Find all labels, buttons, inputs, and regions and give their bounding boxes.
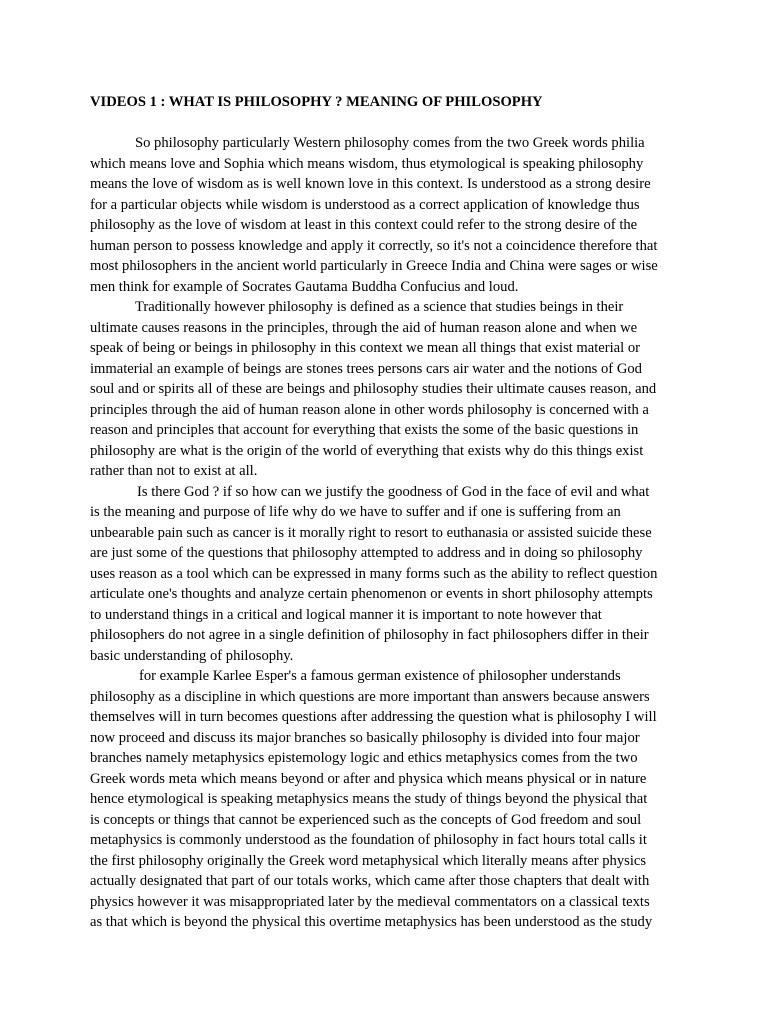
text-line: the first philosophy originally the Greek word metaphysical which literally means after physics: [90, 852, 647, 869]
text-line: Greek words meta which means beyond or after and physica which means physical or in nature: [90, 770, 647, 787]
text-line: uses reason as a tool which can be expressed in many forms such as the ability to reflect question: [90, 565, 658, 582]
text-line: ultimate causes reasons in the principles, through the aid of human reason alone and when we: [90, 319, 638, 336]
text-line: philosophers do not agree in a single definition of philosophy in fact philosophers differ in their: [90, 627, 649, 643]
text-line: for example Karlee Esper's a famous german existence of philosopher understands: [139, 668, 621, 684]
text-line: metaphysics is commonly understood as the foundation of philosophy in fact hours total calls it: [90, 832, 647, 848]
text-line: principles through the aid of human reason alone in other words philosophy is concerned with a: [90, 401, 649, 418]
document-title: VIDEOS 1 : WHAT IS PHILOSOPHY ? MEANING OF PHILOSOPHY: [90, 94, 543, 110]
text-line: means the love of wisdom as is well known love in this context. Is understood as a strong desire: [90, 176, 651, 192]
text-line: which means love and Sophia which means wisdom, thus etymological is speaking philosophy: [90, 155, 644, 172]
text-line: philosophy as a discipline in which questions are more important than answers because answers: [90, 688, 650, 705]
text-line: themselves will in turn becomes questions after addressing the question what is philosophy I will: [90, 709, 657, 725]
document-body: [90, 133, 680, 933]
text-line: is concepts or things that cannot be experienced such as the concepts of God freedom and soul: [90, 811, 642, 828]
text-line: basic understanding of philosophy.: [90, 647, 294, 664]
text-line: rather than not to exist at all.: [90, 463, 258, 479]
text-line: branches namely metaphysics epistemology logic and ethics metaphysics comes from the two: [90, 750, 638, 766]
text-line: are just some of the questions that philosophy attempted to address and in doing so philosophy: [90, 545, 643, 561]
text-line: as that which is beyond the physical this overtime metaphysics has been understood as the study: [90, 914, 653, 930]
text-line: philosophy as the love of wisdom at least in this context could refer to the strong desire of the: [90, 217, 638, 233]
text-line: speak of being or beings in philosophy in this context we mean all things that exist material or: [90, 340, 640, 356]
text-line: most philosophers in the ancient world particularly in Greece India and China were sages or wise: [90, 258, 658, 274]
text-line: reason and principles that account for everything that exists the some of the basic questions in: [90, 422, 639, 438]
text-line: unbearable pain such as cancer is it morally right to resort to euthanasia or assisted suicide these: [90, 524, 652, 541]
text-line: actually designated that part of our totals works, which came after those chapters that dealt with: [90, 873, 650, 889]
text-line: hence etymological is speaking metaphysics means the study of things beyond the physical that: [90, 791, 648, 807]
paragraph: [90, 133, 680, 297]
text-line: soul and or spirits all of these are beings and philosophy studies their ultimate causes reason, and: [90, 381, 657, 397]
paragraph: [90, 482, 680, 667]
text-line: immaterial an example of beings are stones trees persons cars air water and the notions of God: [90, 360, 642, 377]
text-line: articulate one's thoughts and analyze certain phenomenon or events in short philosophy attempts: [90, 586, 653, 602]
text-line: philosophy are what is the origin of the world of everything that exists why do this things exist: [90, 442, 644, 459]
text-line: physics however it was misappropriated later by the medieval commentators on a classical texts: [90, 893, 650, 910]
text-line: human person to possess knowledge and apply it correctly, so it's not a coincidence therefore that: [90, 237, 658, 254]
text-line: to understand things in a critical and logical manner it is important to note however that: [90, 606, 602, 623]
paragraph: [90, 297, 680, 482]
text-line: Traditionally however philosophy is defined as a science that studies beings in their: [135, 299, 624, 315]
text-line: now proceed and discuss its major branches so basically philosophy is divided into four major: [90, 729, 640, 746]
text-line: Is there God ? if so how can we justify the goodness of God in the face of evil and what: [137, 483, 650, 500]
text-line: men think for example of Socrates Gautama Buddha Confucius and loud.: [90, 278, 519, 295]
text-line: So philosophy particularly Western philosophy comes from the two Greek words philia: [135, 135, 645, 151]
document-page: [90, 92, 680, 933]
paragraph: [90, 666, 680, 933]
text-line: is the meaning and purpose of life why do we have to suffer and if one is suffering from an: [90, 504, 621, 520]
text-line: for a particular objects while wisdom is understood as a correct application of knowledge thus: [90, 196, 640, 213]
